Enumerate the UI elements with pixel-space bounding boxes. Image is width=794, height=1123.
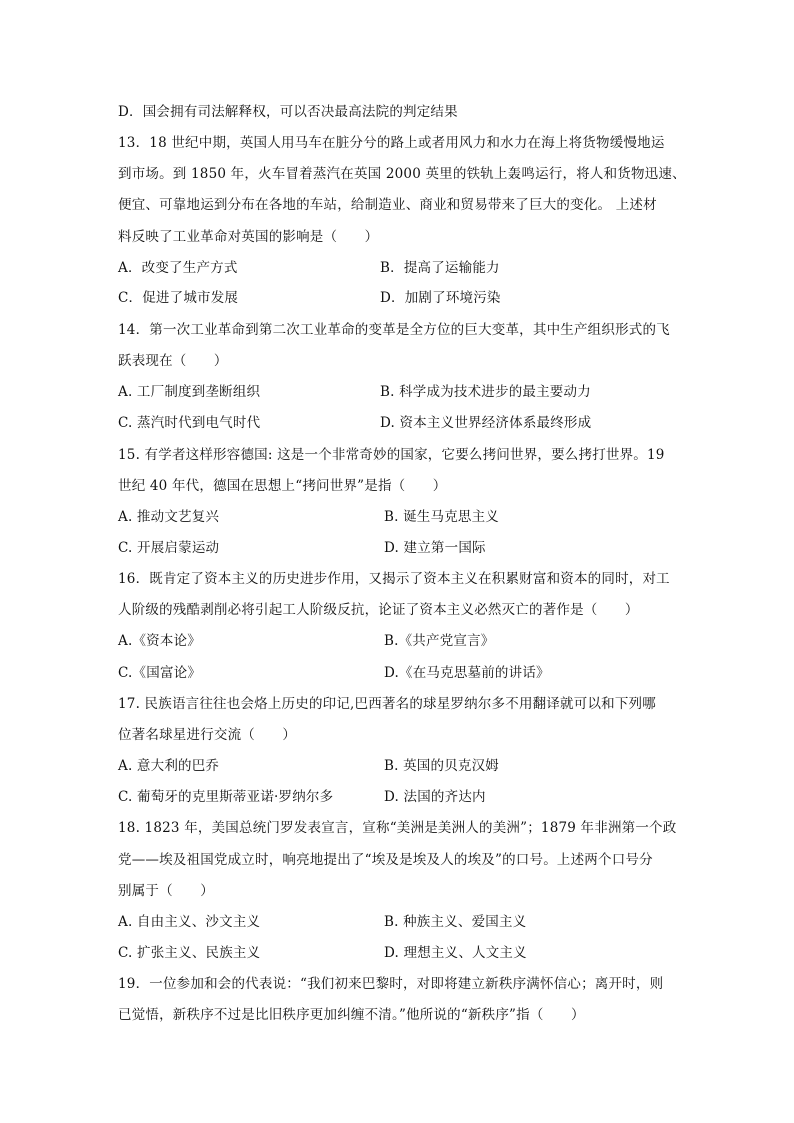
q18-option-d: D. 理想主义、人文主义 [384,945,527,961]
q19-stem-line-1: 19．一位参加和会的代表说：“我们初来巴黎时，对即将建立新秩序满怀信心；离开时，则 [118,976,664,992]
q13-option-a: A．改变了生产方式 [118,260,238,276]
q16-option-b: B.《共产党宣言》 [384,633,495,649]
q14-option-b: B. 科学成为技术进步的最主要动力 [380,384,591,400]
q16-option-d: D.《在马克思墓前的讲话》 [384,665,550,681]
q13-option-b: B．提高了运输能力 [380,260,500,276]
q18-option-b: B. 种族主义、爱国主义 [384,914,527,930]
q18-stem-line-1: 18. 1823 年，美国总统门罗发表宣言，宣称“美洲是美洲人的美洲”；1879 年非洲第一个政 [118,820,677,836]
q15-option-b: B. 诞生马克思主义 [384,509,500,525]
q15-stem-line-2: 世纪 40 年代，德国在思想上“拷问世界”是指（ ） [118,478,447,494]
q13-stem-line-4: 料反映了工业革命对英国的影响是（ ） [118,229,379,245]
q16-option-c: C.《国富论》 [118,665,202,681]
q17-option-d: D. 法国的齐达内 [384,789,486,805]
q16-stem-line-1: 16．既肯定了资本主义的历史进步作用，又揭示了资本主义在积累财富和资本的同时，对工 [118,571,670,587]
q17-stem-line-1: 17. 民族语言往往也会烙上历史的印记,巴西著名的球星罗纳尔多不用翻译就可以和下列哪 [118,696,656,712]
q13-stem-line-1: 13．18 世纪中期，英国人用马车在脏分兮的路上或者用风力和水力在海上将货物缓慢地运 [118,135,665,151]
q19-stem-line-2: 已觉悟，新秩序不过是比旧秩序更加纠缠不清。”他所说的“新秩序”指（ ） [118,1007,585,1023]
q18-option-a: A. 自由主义、沙文主义 [118,914,261,930]
q15-stem-line-1: 15. 有学者这样形容德国: 这是一个非常奇妙的国家，它要么拷问世界，要么拷打世界。19 [118,447,665,463]
q17-option-c: C. 葡萄牙的克里斯蒂亚诺·罗纳尔多 [118,789,334,805]
q17-option-b: B. 英国的贝克汉姆 [384,758,500,774]
q14-stem-line-1: 14．第一次工业革命到第二次工业革命的变革是全方位的巨大变革，其中生产组织形式的飞 [118,322,670,338]
q14-option-a: A. 工厂制度到垄断组织 [118,384,261,400]
q13-option-d: D．加剧了环境污染 [380,290,501,306]
q18-stem-line-3: 别属于（ ） [118,883,214,899]
q14-option-c: C. 蒸汽时代到电气时代 [118,415,261,431]
q17-option-a: A. 意大利的巴乔 [118,758,220,774]
q12-option-d: D．国会拥有司法解释权，可以否决最高法院的判定结果 [118,104,458,120]
q15-option-a: A. 推动文艺复兴 [118,509,220,525]
q13-option-c: C．促进了城市发展 [118,290,239,306]
q15-option-c: C. 开展启蒙运动 [118,540,220,556]
q17-stem-line-2: 位著名球星进行交流（ ） [118,727,297,743]
q14-option-d: D. 资本主义世界经济体系最终形成 [380,415,592,431]
q16-stem-line-2: 人阶级的残酷剥削必将引起工人阶级反抗，论证了资本主义必然灭亡的著作是（ ） [118,602,639,618]
q18-option-c: C. 扩张主义、民族主义 [118,945,261,961]
q13-stem-line-3: 便宜、可靠地运到分布在各地的车站，给制造业、商业和贸易带来了巨大的变化。 上述材 [118,197,657,213]
q16-option-a: A.《资本论》 [118,633,201,649]
q14-stem-line-2: 跃表现在（ ） [118,353,228,369]
q13-stem-line-2: 到市场。到 1850 年，火车冒着蒸汽在英国 2000 英里的铁轨上轰鸣运行，将人和货物迅速、 [118,166,686,182]
q15-option-d: D. 建立第一国际 [384,540,486,556]
q18-stem-line-2: 党——埃及祖国党成立时，响亮地提出了“埃及是埃及人的埃及”的口号。上述两个口号分 [118,852,653,868]
